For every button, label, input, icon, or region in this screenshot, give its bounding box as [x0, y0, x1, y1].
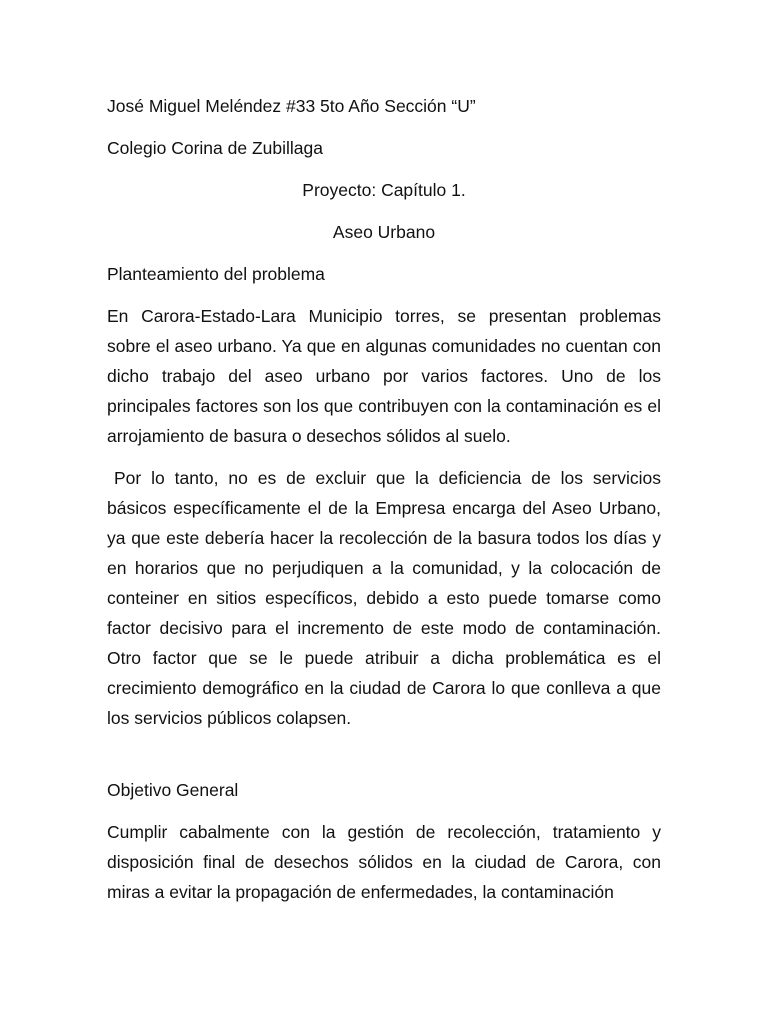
- topic-title: Aseo Urbano: [332, 222, 436, 242]
- objective-heading: Objetivo General: [107, 780, 239, 800]
- objective-paragraph-1: Cumplir cabalmente con la gestión de recolección, tratamiento y disposición final de desechos sólidos en la ciudad de Carora, con miras a evitar la propagación de enfermedades, la contaminación: [107, 822, 661, 902]
- author-line: José Miguel Meléndez #33 5to Año Sección “U”: [107, 96, 476, 116]
- section-spacer: [107, 745, 661, 775]
- problem-paragraph-2: Por lo tanto, no es de excluir que la deficiencia de los servicios básicos específicamente el de la Empresa encarga del Aseo Urbano, ya que este debería hacer la recolección de la basura todos los días y en horarios que no perjudiquen a la comunidad, y la colocación de conteiner en sitios específicos, debido a esto puede tomarse como factor decisivo para el incremento de este modo de contaminación. Otro factor que se le puede atribuir a dicha problemática es el crecimiento demográfico en la ciudad de Carora lo que conlleva a que los servicios públicos colapsen.: [107, 468, 661, 728]
- problem-heading: Planteamiento del problema: [107, 264, 325, 284]
- school-name: Colegio Corina de Zubillaga: [107, 138, 323, 158]
- project-title: Proyecto: Capítulo 1.: [302, 180, 466, 200]
- problem-paragraph-1: En Carora-Estado-Lara Municipio torres, se presentan problemas sobre el aseo urbano. Ya que en algunas comunidades no cuentan con dicho trabajo del aseo urbano por varios factores. Uno de los principales factores son los que contribuyen con la contaminación es el arrojamiento de basura o desechos sólidos al suelo.: [107, 306, 661, 446]
